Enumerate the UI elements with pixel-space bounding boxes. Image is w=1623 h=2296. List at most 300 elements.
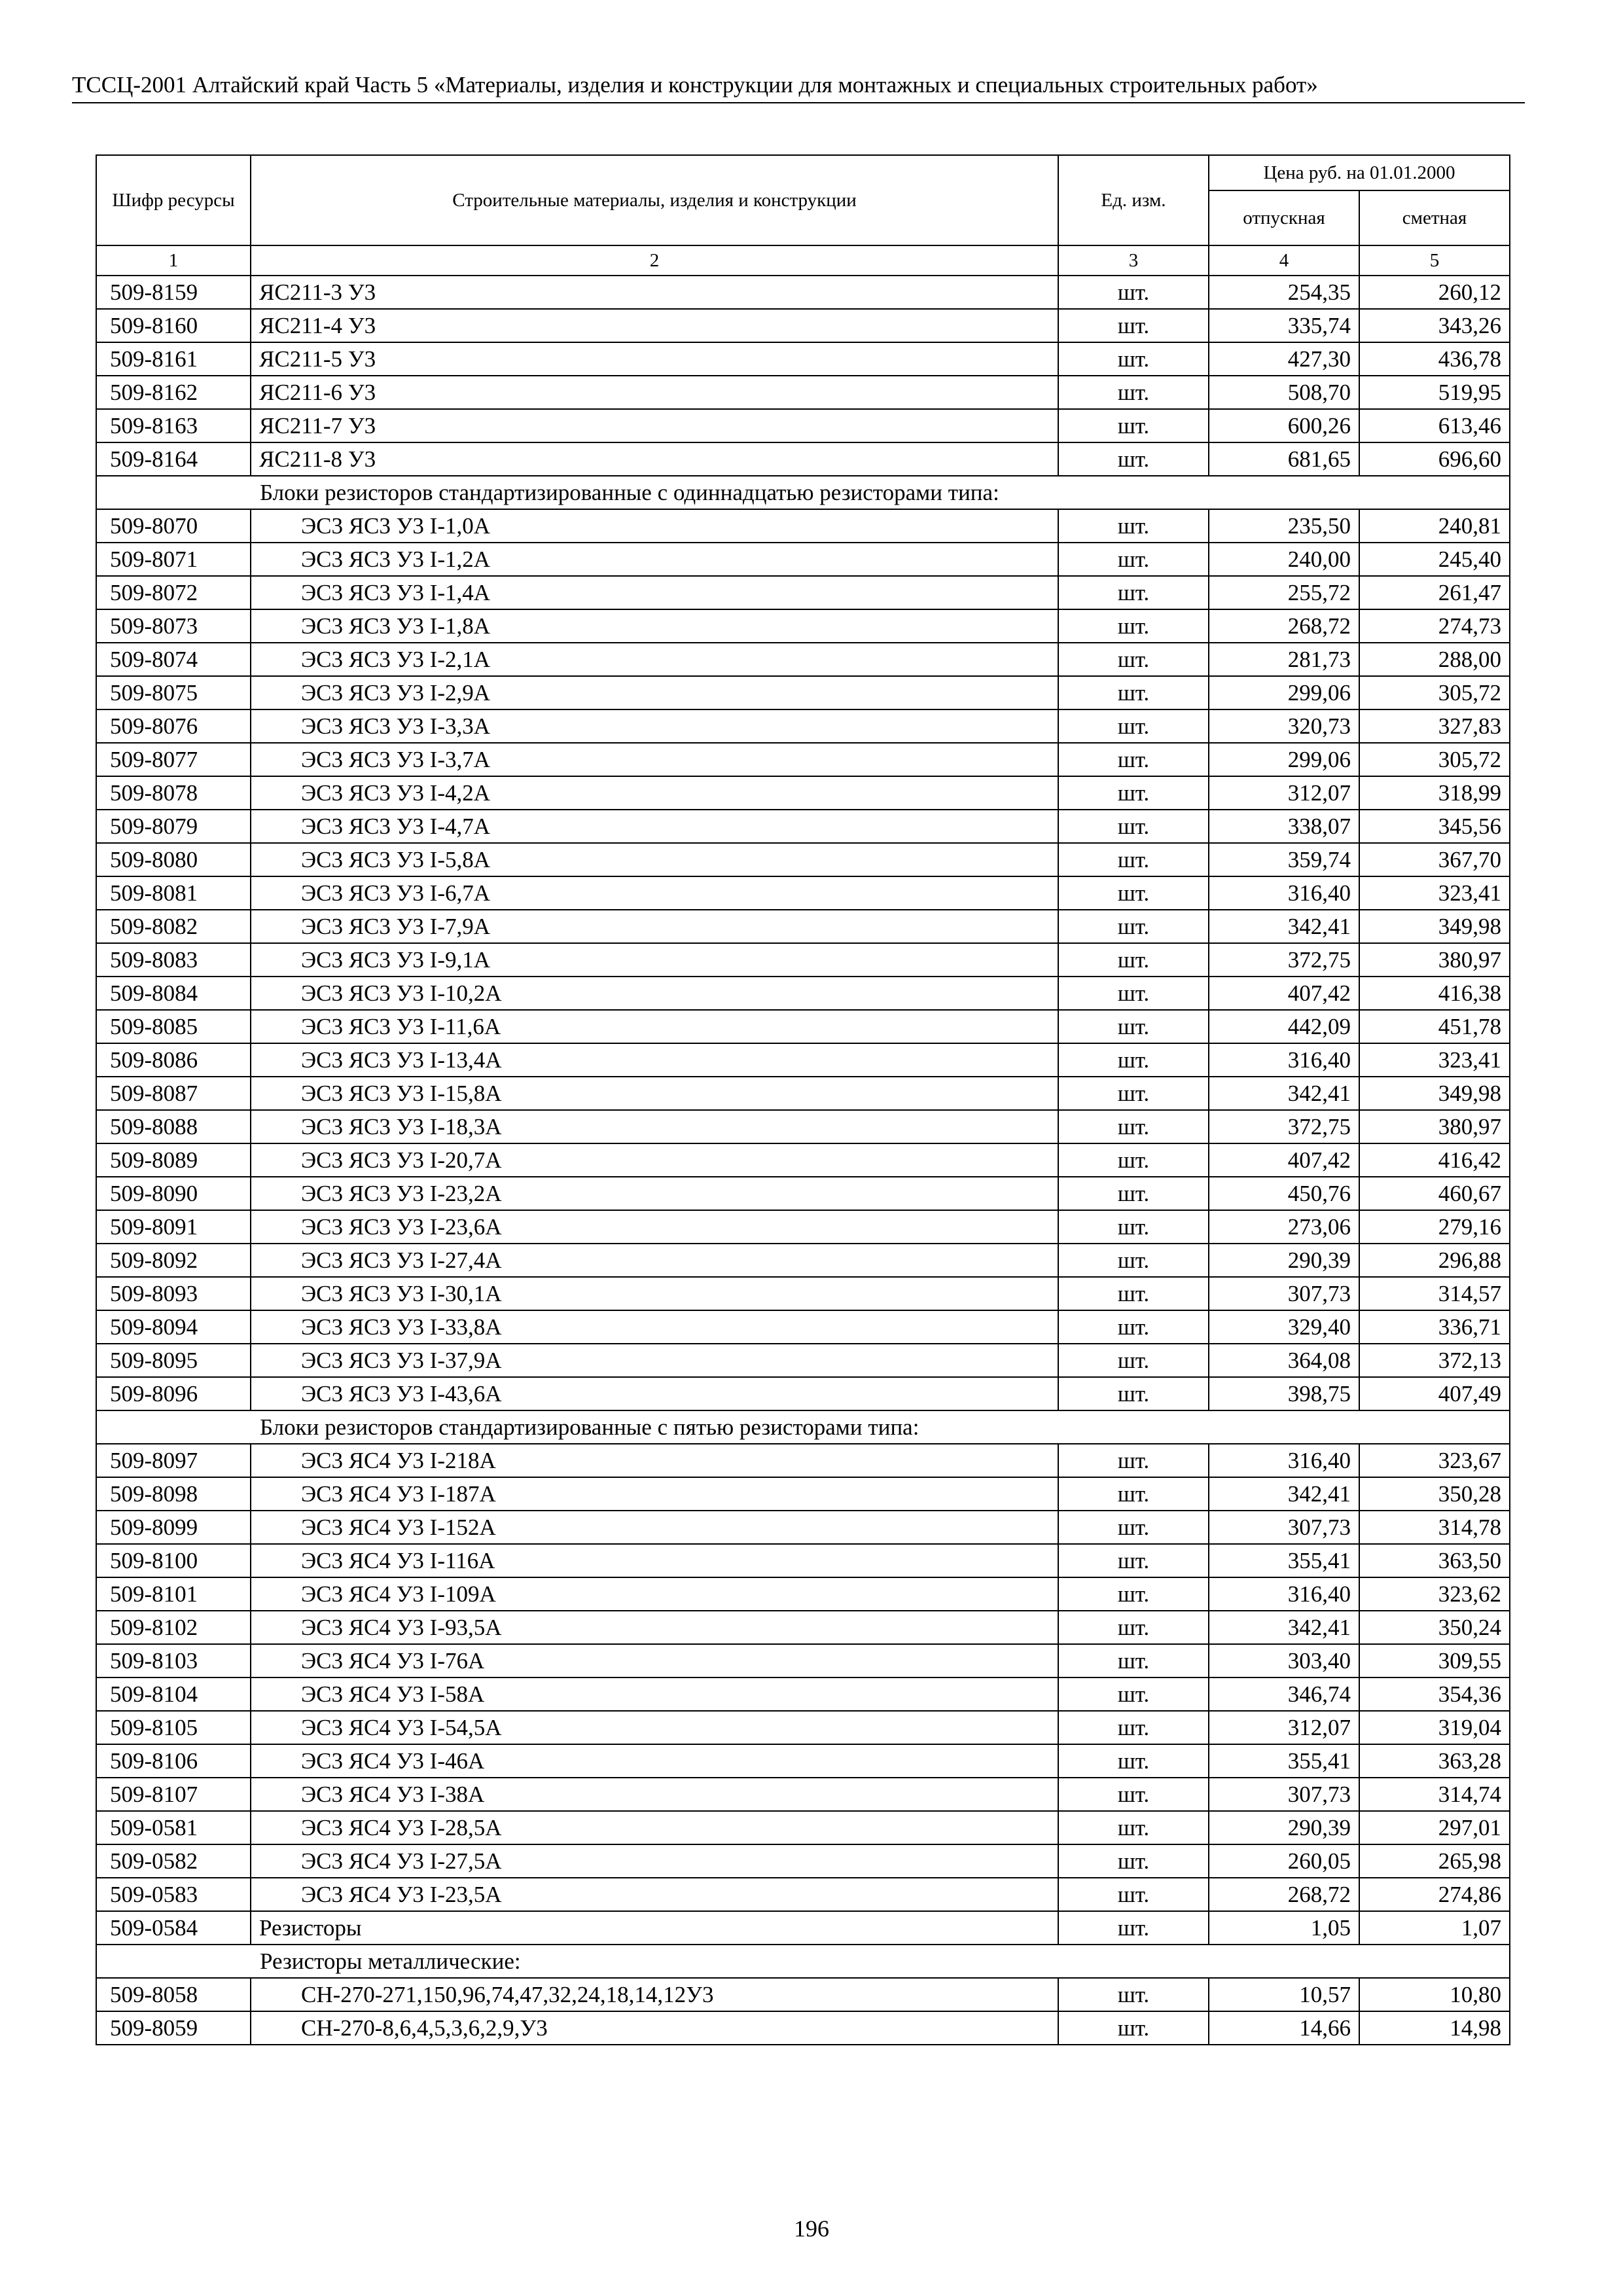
cell-price-release: 14,66 bbox=[1209, 2011, 1359, 2045]
cell-name: СН-270-271,150,96,74,47,32,24,18,14,12У3 bbox=[251, 1978, 1058, 2011]
cell-unit: шт. bbox=[1058, 1711, 1209, 1744]
table-row bbox=[96, 1310, 1510, 1344]
cell-code: 509-8059 bbox=[96, 2011, 251, 2045]
cell-unit: шт. bbox=[1058, 776, 1209, 810]
cell-name: ЭС3 ЯС3 У3 I-11,6А bbox=[251, 1010, 1058, 1043]
cell-unit: шт. bbox=[1058, 1878, 1209, 1911]
cell-price-estimate: 305,72 bbox=[1359, 676, 1510, 709]
table-row bbox=[96, 1611, 1510, 1644]
cell-price-estimate: 372,13 bbox=[1359, 1344, 1510, 1377]
cell-name: ЭС3 ЯС3 У3 I-6,7А bbox=[251, 876, 1058, 910]
table-row bbox=[96, 2011, 1510, 2045]
cell-price-release: 268,72 bbox=[1209, 1878, 1359, 1911]
cell-name: ЭС3 ЯС3 У3 I-3,3А bbox=[251, 709, 1058, 743]
cell-price-estimate: 314,74 bbox=[1359, 1778, 1510, 1811]
cell-unit: шт. bbox=[1058, 1577, 1209, 1611]
cell-code: 509-8164 bbox=[96, 442, 251, 476]
cell-name: ЭС3 ЯС4 У3 I-58А bbox=[251, 1677, 1058, 1711]
table-row bbox=[96, 342, 1510, 376]
cell-unit: шт. bbox=[1058, 1244, 1209, 1277]
table-row bbox=[96, 1978, 1510, 2011]
cell-code: 509-8161 bbox=[96, 342, 251, 376]
cell-unit: шт. bbox=[1058, 1544, 1209, 1577]
cell-unit: шт. bbox=[1058, 876, 1209, 910]
cell-price-estimate: 416,42 bbox=[1359, 1143, 1510, 1177]
cell-price-release: 312,07 bbox=[1209, 1711, 1359, 1744]
cell-name: ЭС3 ЯС4 У3 I-152А bbox=[251, 1511, 1058, 1544]
table-row bbox=[96, 376, 1510, 409]
column-number: 2 bbox=[251, 245, 1058, 276]
cell-price-estimate: 336,71 bbox=[1359, 1310, 1510, 1344]
cell-price-estimate: 10,80 bbox=[1359, 1978, 1510, 2011]
cell-name: СН-270-8,6,4,5,3,6,2,9,У3 bbox=[251, 2011, 1058, 2045]
table-row bbox=[96, 1377, 1510, 1410]
cell-unit: шт. bbox=[1058, 1644, 1209, 1677]
cell-price-release: 407,42 bbox=[1209, 1143, 1359, 1177]
cell-name: Резисторы bbox=[251, 1911, 1058, 1945]
cell-name: ЭС3 ЯС3 У3 I-23,6А bbox=[251, 1210, 1058, 1244]
cell-code: 509-8072 bbox=[96, 576, 251, 609]
table-row bbox=[96, 776, 1510, 810]
cell-name: ЭС3 ЯС3 У3 I-1,0А bbox=[251, 509, 1058, 543]
table-row bbox=[96, 1010, 1510, 1043]
section-row bbox=[96, 476, 1510, 509]
cell-name: ЭС3 ЯС4 У3 I-109А bbox=[251, 1577, 1058, 1611]
cell-price-release: 600,26 bbox=[1209, 409, 1359, 442]
cell-unit: шт. bbox=[1058, 1110, 1209, 1143]
table-row bbox=[96, 1878, 1510, 1911]
header-code: Шифр ресурсы bbox=[96, 155, 251, 245]
cell-unit: шт. bbox=[1058, 1010, 1209, 1043]
cell-code: 509-8162 bbox=[96, 376, 251, 409]
cell-price-release: 342,41 bbox=[1209, 1077, 1359, 1110]
cell-code: 509-8087 bbox=[96, 1077, 251, 1110]
cell-name: ЭС3 ЯС4 У3 I-27,5А bbox=[251, 1844, 1058, 1878]
cell-name: ЭС3 ЯС4 У3 I-116А bbox=[251, 1544, 1058, 1577]
table-row bbox=[96, 1177, 1510, 1210]
table-row bbox=[96, 1043, 1510, 1077]
cell-unit: шт. bbox=[1058, 977, 1209, 1010]
cell-name: ЭС3 ЯС4 У3 I-23,5А bbox=[251, 1878, 1058, 1911]
cell-code: 509-8086 bbox=[96, 1043, 251, 1077]
column-number: 5 bbox=[1359, 245, 1510, 276]
cell-price-estimate: 296,88 bbox=[1359, 1244, 1510, 1277]
cell-price-estimate: 343,26 bbox=[1359, 309, 1510, 342]
cell-unit: шт. bbox=[1058, 1611, 1209, 1644]
cell-code: 509-8159 bbox=[96, 276, 251, 309]
cell-code: 509-8106 bbox=[96, 1744, 251, 1778]
cell-code: 509-8077 bbox=[96, 743, 251, 776]
cell-code: 509-8095 bbox=[96, 1344, 251, 1377]
cell-price-release: 10,57 bbox=[1209, 1978, 1359, 2011]
cell-name: ЭС3 ЯС4 У3 I-28,5А bbox=[251, 1811, 1058, 1844]
cell-unit: шт. bbox=[1058, 943, 1209, 977]
column-number: 3 bbox=[1058, 245, 1209, 276]
cell-name: ЯС211-5 У3 bbox=[251, 342, 1058, 376]
cell-unit: шт. bbox=[1058, 1143, 1209, 1177]
cell-price-release: 307,73 bbox=[1209, 1778, 1359, 1811]
table-row bbox=[96, 676, 1510, 709]
cell-code: 509-8071 bbox=[96, 543, 251, 576]
cell-code: 509-8098 bbox=[96, 1477, 251, 1511]
cell-price-release: 338,07 bbox=[1209, 810, 1359, 843]
cell-price-release: 312,07 bbox=[1209, 776, 1359, 810]
cell-price-estimate: 696,60 bbox=[1359, 442, 1510, 476]
cell-code: 509-8103 bbox=[96, 1644, 251, 1677]
cell-code: 509-0583 bbox=[96, 1878, 251, 1911]
cell-name: ЭС3 ЯС3 У3 I-4,7А bbox=[251, 810, 1058, 843]
cell-price-estimate: 265,98 bbox=[1359, 1844, 1510, 1878]
cell-price-release: 316,40 bbox=[1209, 876, 1359, 910]
cell-unit: шт. bbox=[1058, 1344, 1209, 1377]
cell-name: ЯС211-4 У3 bbox=[251, 309, 1058, 342]
cell-price-estimate: 323,62 bbox=[1359, 1577, 1510, 1611]
cell-price-estimate: 363,50 bbox=[1359, 1544, 1510, 1577]
cell-price-estimate: 363,28 bbox=[1359, 1744, 1510, 1778]
cell-unit: шт. bbox=[1058, 709, 1209, 743]
cell-price-release: 342,41 bbox=[1209, 1611, 1359, 1644]
cell-code: 509-8093 bbox=[96, 1277, 251, 1310]
cell-code: 509-8090 bbox=[96, 1177, 251, 1210]
cell-price-estimate: 367,70 bbox=[1359, 843, 1510, 876]
cell-name: ЭС3 ЯС3 У3 I-13,4А bbox=[251, 1043, 1058, 1077]
table-row bbox=[96, 1277, 1510, 1310]
cell-code: 509-8101 bbox=[96, 1577, 251, 1611]
cell-code: 509-8070 bbox=[96, 509, 251, 543]
cell-unit: шт. bbox=[1058, 1310, 1209, 1344]
cell-name: ЭС3 ЯС4 У3 I-218А bbox=[251, 1444, 1058, 1477]
cell-name: ЭС3 ЯС4 У3 I-76А bbox=[251, 1644, 1058, 1677]
cell-code: 509-8079 bbox=[96, 810, 251, 843]
cell-price-release: 260,05 bbox=[1209, 1844, 1359, 1878]
table-row bbox=[96, 1911, 1510, 1945]
cell-unit: шт. bbox=[1058, 543, 1209, 576]
cell-name: ЭС3 ЯС4 У3 I-46А bbox=[251, 1744, 1058, 1778]
cell-code: 509-8058 bbox=[96, 1978, 251, 2011]
cell-code: 509-8089 bbox=[96, 1143, 251, 1177]
cell-price-release: 254,35 bbox=[1209, 276, 1359, 309]
table-row bbox=[96, 810, 1510, 843]
cell-unit: шт. bbox=[1058, 743, 1209, 776]
cell-name: ЭС3 ЯС3 У3 I-4,2А bbox=[251, 776, 1058, 810]
cell-name: ЯС211-7 У3 bbox=[251, 409, 1058, 442]
cell-price-release: 359,74 bbox=[1209, 843, 1359, 876]
cell-price-release: 303,40 bbox=[1209, 1644, 1359, 1677]
cell-code: 509-8082 bbox=[96, 910, 251, 943]
page-number: 196 bbox=[794, 2215, 829, 2242]
cell-name: ЯС211-8 У3 bbox=[251, 442, 1058, 476]
section-title: Блоки резисторов стандартизированные с пятью резисторами типа: bbox=[251, 1410, 1510, 1444]
cell-price-estimate: 274,86 bbox=[1359, 1878, 1510, 1911]
cell-price-estimate: 261,47 bbox=[1359, 576, 1510, 609]
cell-unit: шт. bbox=[1058, 676, 1209, 709]
cell-price-release: 346,74 bbox=[1209, 1677, 1359, 1711]
table-row bbox=[96, 643, 1510, 676]
cell-name: ЭС3 ЯС3 У3 I-27,4А bbox=[251, 1244, 1058, 1277]
header-unit: Ед. изм. bbox=[1058, 155, 1209, 245]
table-row bbox=[96, 1744, 1510, 1778]
cell-unit: шт. bbox=[1058, 1511, 1209, 1544]
cell-name: ЭС3 ЯС3 У3 I-18,3А bbox=[251, 1110, 1058, 1143]
cell-price-release: 281,73 bbox=[1209, 643, 1359, 676]
cell-price-release: 398,75 bbox=[1209, 1377, 1359, 1410]
cell-price-release: 450,76 bbox=[1209, 1177, 1359, 1210]
cell-code: 509-8160 bbox=[96, 309, 251, 342]
cell-name: ЭС3 ЯС3 У3 I-37,9А bbox=[251, 1344, 1058, 1377]
cell-code: 509-8091 bbox=[96, 1210, 251, 1244]
cell-price-release: 342,41 bbox=[1209, 910, 1359, 943]
cell-unit: шт. bbox=[1058, 342, 1209, 376]
column-number: 4 bbox=[1209, 245, 1359, 276]
cell-name: ЭС3 ЯС3 У3 I-33,8А bbox=[251, 1310, 1058, 1344]
table-row bbox=[96, 1544, 1510, 1577]
cell-unit: шт. bbox=[1058, 442, 1209, 476]
cell-name: ЭС3 ЯС3 У3 I-15,8А bbox=[251, 1077, 1058, 1110]
cell-unit: шт. bbox=[1058, 1677, 1209, 1711]
cell-price-estimate: 319,04 bbox=[1359, 1711, 1510, 1744]
section-row bbox=[96, 1410, 1510, 1444]
cell-code: 509-8096 bbox=[96, 1377, 251, 1410]
table-row bbox=[96, 543, 1510, 576]
table-row bbox=[96, 977, 1510, 1010]
cell-code: 509-8084 bbox=[96, 977, 251, 1010]
document-header: ТССЦ-2001 Алтайский край Часть 5 «Материалы, изделия и конструкции для монтажных и специальных строительных работ» bbox=[72, 71, 1525, 103]
table-row bbox=[96, 1811, 1510, 1844]
cell-unit: шт. bbox=[1058, 609, 1209, 643]
cell-price-estimate: 354,36 bbox=[1359, 1677, 1510, 1711]
table-row bbox=[96, 1077, 1510, 1110]
cell-code: 509-8083 bbox=[96, 943, 251, 977]
cell-price-release: 240,00 bbox=[1209, 543, 1359, 576]
cell-price-estimate: 309,55 bbox=[1359, 1644, 1510, 1677]
cell-name: ЭС3 ЯС3 У3 I-9,1А bbox=[251, 943, 1058, 977]
table-row bbox=[96, 743, 1510, 776]
cell-price-release: 442,09 bbox=[1209, 1010, 1359, 1043]
cell-name: ЭС3 ЯС3 У3 I-1,8А bbox=[251, 609, 1058, 643]
table-row bbox=[96, 843, 1510, 876]
cell-price-release: 508,70 bbox=[1209, 376, 1359, 409]
cell-price-release: 316,40 bbox=[1209, 1577, 1359, 1611]
cell-code: 509-8088 bbox=[96, 1110, 251, 1143]
cell-name: ЭС3 ЯС3 У3 I-10,2А bbox=[251, 977, 1058, 1010]
table-row bbox=[96, 1477, 1510, 1511]
cell-unit: шт. bbox=[1058, 1077, 1209, 1110]
cell-name: ЭС3 ЯС3 У3 I-5,8А bbox=[251, 843, 1058, 876]
table-row bbox=[96, 1778, 1510, 1811]
table-row bbox=[96, 576, 1510, 609]
cell-price-release: 320,73 bbox=[1209, 709, 1359, 743]
cell-unit: шт. bbox=[1058, 509, 1209, 543]
table-row bbox=[96, 442, 1510, 476]
cell-price-estimate: 416,38 bbox=[1359, 977, 1510, 1010]
cell-code: 509-8102 bbox=[96, 1611, 251, 1644]
cell-code: 509-8075 bbox=[96, 676, 251, 709]
cell-price-estimate: 460,67 bbox=[1359, 1177, 1510, 1210]
cell-unit: шт. bbox=[1058, 1210, 1209, 1244]
cell-name: ЭС3 ЯС3 У3 I-3,7А bbox=[251, 743, 1058, 776]
table-row bbox=[96, 943, 1510, 977]
cell-name: ЭС3 ЯС3 У3 I-2,9А bbox=[251, 676, 1058, 709]
cell-code: 509-8078 bbox=[96, 776, 251, 810]
cell-price-estimate: 318,99 bbox=[1359, 776, 1510, 810]
cell-price-release: 307,73 bbox=[1209, 1511, 1359, 1544]
cell-price-release: 1,05 bbox=[1209, 1911, 1359, 1945]
cell-price-estimate: 279,16 bbox=[1359, 1210, 1510, 1244]
cell-price-estimate: 350,28 bbox=[1359, 1477, 1510, 1511]
table-row bbox=[96, 1711, 1510, 1744]
cell-price-estimate: 345,56 bbox=[1359, 810, 1510, 843]
cell-price-release: 335,74 bbox=[1209, 309, 1359, 342]
cell-price-estimate: 323,41 bbox=[1359, 876, 1510, 910]
cell-code: 509-8080 bbox=[96, 843, 251, 876]
cell-price-release: 316,40 bbox=[1209, 1043, 1359, 1077]
cell-unit: шт. bbox=[1058, 1444, 1209, 1477]
cell-code: 509-8073 bbox=[96, 609, 251, 643]
section-empty-cell bbox=[96, 476, 251, 509]
cell-name: ЭС3 ЯС3 У3 I-20,7А bbox=[251, 1143, 1058, 1177]
cell-price-estimate: 349,98 bbox=[1359, 1077, 1510, 1110]
cell-name: ЭС3 ЯС3 У3 I-1,4А bbox=[251, 576, 1058, 609]
cell-code: 509-8100 bbox=[96, 1544, 251, 1577]
cell-price-estimate: 297,01 bbox=[1359, 1811, 1510, 1844]
cell-price-release: 307,73 bbox=[1209, 1277, 1359, 1310]
cell-price-estimate: 274,73 bbox=[1359, 609, 1510, 643]
cell-price-release: 273,06 bbox=[1209, 1210, 1359, 1244]
cell-name: ЭС3 ЯС4 У3 I-54,5А bbox=[251, 1711, 1058, 1744]
cell-price-estimate: 349,98 bbox=[1359, 910, 1510, 943]
cell-unit: шт. bbox=[1058, 810, 1209, 843]
cell-name: ЭС3 ЯС4 У3 I-93,5А bbox=[251, 1611, 1058, 1644]
table-row bbox=[96, 1644, 1510, 1677]
cell-code: 509-8107 bbox=[96, 1778, 251, 1811]
cell-unit: шт. bbox=[1058, 1978, 1209, 2011]
cell-price-release: 407,42 bbox=[1209, 977, 1359, 1010]
table-row bbox=[96, 609, 1510, 643]
cell-price-release: 290,39 bbox=[1209, 1811, 1359, 1844]
header-name: Строительные материалы, изделия и конструкции bbox=[251, 155, 1058, 245]
table-row bbox=[96, 1511, 1510, 1544]
cell-price-estimate: 407,49 bbox=[1359, 1377, 1510, 1410]
table-row bbox=[96, 1577, 1510, 1611]
table-row bbox=[96, 1444, 1510, 1477]
table-row bbox=[96, 409, 1510, 442]
cell-unit: шт. bbox=[1058, 1043, 1209, 1077]
cell-price-release: 268,72 bbox=[1209, 609, 1359, 643]
cell-unit: шт. bbox=[1058, 1277, 1209, 1310]
cell-price-estimate: 451,78 bbox=[1359, 1010, 1510, 1043]
table-body bbox=[96, 276, 1510, 2045]
cell-price-estimate: 260,12 bbox=[1359, 276, 1510, 309]
cell-price-release: 316,40 bbox=[1209, 1444, 1359, 1477]
cell-code: 509-0584 bbox=[96, 1911, 251, 1945]
cell-name: ЭС3 ЯС3 У3 I-30,1А bbox=[251, 1277, 1058, 1310]
cell-name: ЭС3 ЯС3 У3 I-23,2А bbox=[251, 1177, 1058, 1210]
cell-name: ЭС3 ЯС3 У3 I-43,6А bbox=[251, 1377, 1058, 1410]
table-row bbox=[96, 1110, 1510, 1143]
table-row bbox=[96, 309, 1510, 342]
cell-unit: шт. bbox=[1058, 1477, 1209, 1511]
cell-price-release: 681,65 bbox=[1209, 442, 1359, 476]
cell-price-estimate: 305,72 bbox=[1359, 743, 1510, 776]
cell-unit: шт. bbox=[1058, 376, 1209, 409]
cell-code: 509-8163 bbox=[96, 409, 251, 442]
cell-unit: шт. bbox=[1058, 276, 1209, 309]
cell-price-estimate: 327,83 bbox=[1359, 709, 1510, 743]
cell-unit: шт. bbox=[1058, 576, 1209, 609]
price-table bbox=[96, 154, 1510, 2045]
cell-price-release: 364,08 bbox=[1209, 1344, 1359, 1377]
cell-code: 509-8085 bbox=[96, 1010, 251, 1043]
cell-unit: шт. bbox=[1058, 643, 1209, 676]
cell-price-estimate: 314,57 bbox=[1359, 1277, 1510, 1310]
section-title: Блоки резисторов стандартизированные с одиннадцатью резисторами типа: bbox=[251, 476, 1510, 509]
cell-price-estimate: 323,67 bbox=[1359, 1444, 1510, 1477]
header-price-group: Цена руб. на 01.01.2000 bbox=[1209, 155, 1510, 190]
section-empty-cell bbox=[96, 1410, 251, 1444]
table-row bbox=[96, 876, 1510, 910]
cell-unit: шт. bbox=[1058, 1778, 1209, 1811]
cell-name: ЭС3 ЯС4 У3 I-38А bbox=[251, 1778, 1058, 1811]
cell-price-estimate: 380,97 bbox=[1359, 1110, 1510, 1143]
cell-price-release: 372,75 bbox=[1209, 943, 1359, 977]
cell-code: 509-0582 bbox=[96, 1844, 251, 1878]
cell-unit: шт. bbox=[1058, 1811, 1209, 1844]
cell-price-release: 235,50 bbox=[1209, 509, 1359, 543]
cell-price-estimate: 519,95 bbox=[1359, 376, 1510, 409]
cell-price-release: 427,30 bbox=[1209, 342, 1359, 376]
cell-name: ЭС3 ЯС4 У3 I-187А bbox=[251, 1477, 1058, 1511]
cell-code: 509-8081 bbox=[96, 876, 251, 910]
section-title: Резисторы металлические: bbox=[251, 1945, 1510, 1978]
cell-price-estimate: 1,07 bbox=[1359, 1911, 1510, 1945]
cell-code: 509-8074 bbox=[96, 643, 251, 676]
cell-price-release: 255,72 bbox=[1209, 576, 1359, 609]
table-row bbox=[96, 910, 1510, 943]
cell-unit: шт. bbox=[1058, 1844, 1209, 1878]
table-row bbox=[96, 1677, 1510, 1711]
header-price-release: отпускная bbox=[1209, 190, 1359, 245]
table-row bbox=[96, 1844, 1510, 1878]
cell-unit: шт. bbox=[1058, 1911, 1209, 1945]
table-row bbox=[96, 509, 1510, 543]
cell-price-release: 355,41 bbox=[1209, 1744, 1359, 1778]
table-row bbox=[96, 276, 1510, 309]
cell-price-release: 299,06 bbox=[1209, 743, 1359, 776]
cell-code: 509-8104 bbox=[96, 1677, 251, 1711]
section-row bbox=[96, 1945, 1510, 1978]
cell-price-estimate: 14,98 bbox=[1359, 2011, 1510, 2045]
cell-name: ЯС211-3 У3 bbox=[251, 276, 1058, 309]
cell-name: ЯС211-6 У3 bbox=[251, 376, 1058, 409]
cell-price-estimate: 323,41 bbox=[1359, 1043, 1510, 1077]
cell-price-release: 355,41 bbox=[1209, 1544, 1359, 1577]
cell-price-estimate: 288,00 bbox=[1359, 643, 1510, 676]
cell-price-estimate: 245,40 bbox=[1359, 543, 1510, 576]
cell-price-release: 329,40 bbox=[1209, 1310, 1359, 1344]
cell-price-release: 290,39 bbox=[1209, 1244, 1359, 1277]
cell-unit: шт. bbox=[1058, 1177, 1209, 1210]
cell-unit: шт. bbox=[1058, 910, 1209, 943]
table-row bbox=[96, 1210, 1510, 1244]
cell-code: 509-8105 bbox=[96, 1711, 251, 1744]
cell-unit: шт. bbox=[1058, 2011, 1209, 2045]
cell-price-release: 342,41 bbox=[1209, 1477, 1359, 1511]
cell-unit: шт. bbox=[1058, 309, 1209, 342]
cell-name: ЭС3 ЯС3 У3 I-1,2А bbox=[251, 543, 1058, 576]
cell-code: 509-0581 bbox=[96, 1811, 251, 1844]
cell-name: ЭС3 ЯС3 У3 I-7,9А bbox=[251, 910, 1058, 943]
section-empty-cell bbox=[96, 1945, 251, 1978]
